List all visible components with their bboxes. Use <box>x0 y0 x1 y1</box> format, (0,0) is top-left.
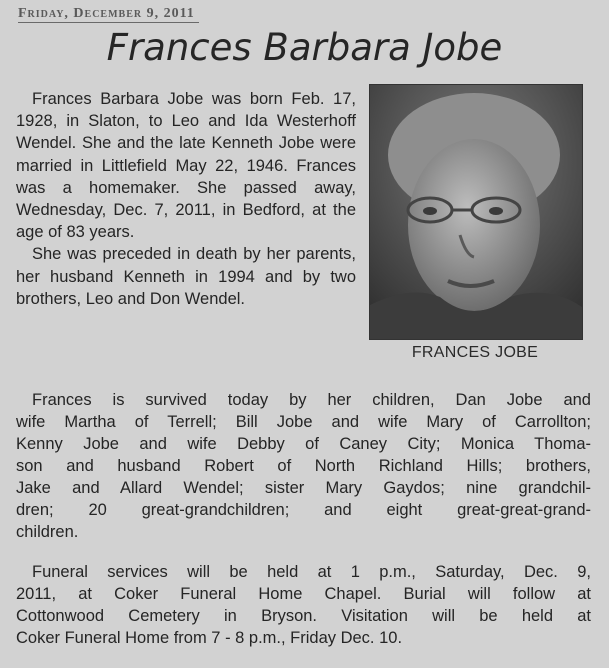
obituary-title: Frances Barbara Jobe <box>106 26 503 69</box>
funeral-line: Funeral services will be held at 1 p.m., Saturday, Dec. 9, <box>32 563 591 581</box>
funeral-line: 2011, at Coker Funeral Home Chapel. Burial will follow at <box>16 585 591 603</box>
dateline: Friday, December 9, 2011 <box>18 6 199 23</box>
survivors-line: Frances is survived today by her children, Dan Jobe and <box>32 391 591 409</box>
survivors-line: wife Martha of Terrell; Bill Jobe and wife Mary of Carrollton; <box>16 413 591 431</box>
portrait-photo <box>369 84 583 340</box>
paragraph-preceded: She was preceded in death by her parents, her husband Kenneth in 1994 and by two brothers, Leo and Don Wendel. <box>16 245 356 308</box>
photo-caption: FRANCES JOBE <box>411 344 539 361</box>
survivors-line: son and husband Robert of North Richland Hills; brothers, <box>16 457 591 475</box>
survivors-line: children. <box>16 523 79 541</box>
survivors-line: Kenny Jobe and wife Debby of Caney City; Monica Thoma- <box>16 435 591 453</box>
funeral-line: Coker Funeral Home from 7 - 8 p.m., Friday Dec. 10. <box>16 629 403 647</box>
funeral-line: Cottonwood Cemetery in Bryson. Visitation will be held at <box>16 607 591 625</box>
portrait-image <box>370 85 582 339</box>
obituary-column-text <box>16 88 356 310</box>
paragraph-birth: Frances Barbara Jobe was born Feb. 17, 1928, in Slaton, to Leo and Ida Westerhoff Wendel. She and the late Kenneth Jobe were married in Littlefield May 22, 1946. Frances was a homemaker. She passed away, Wednesday, Dec. 7, 2011, in Bedford, at the age of 83 years. <box>16 90 356 242</box>
survivors-line: dren; 20 great-grandchildren; and eight great-great-grand- <box>16 501 591 519</box>
survivors-line: Jake and Allard Wendel; sister Mary Gaydos; nine grandchil- <box>16 479 591 497</box>
